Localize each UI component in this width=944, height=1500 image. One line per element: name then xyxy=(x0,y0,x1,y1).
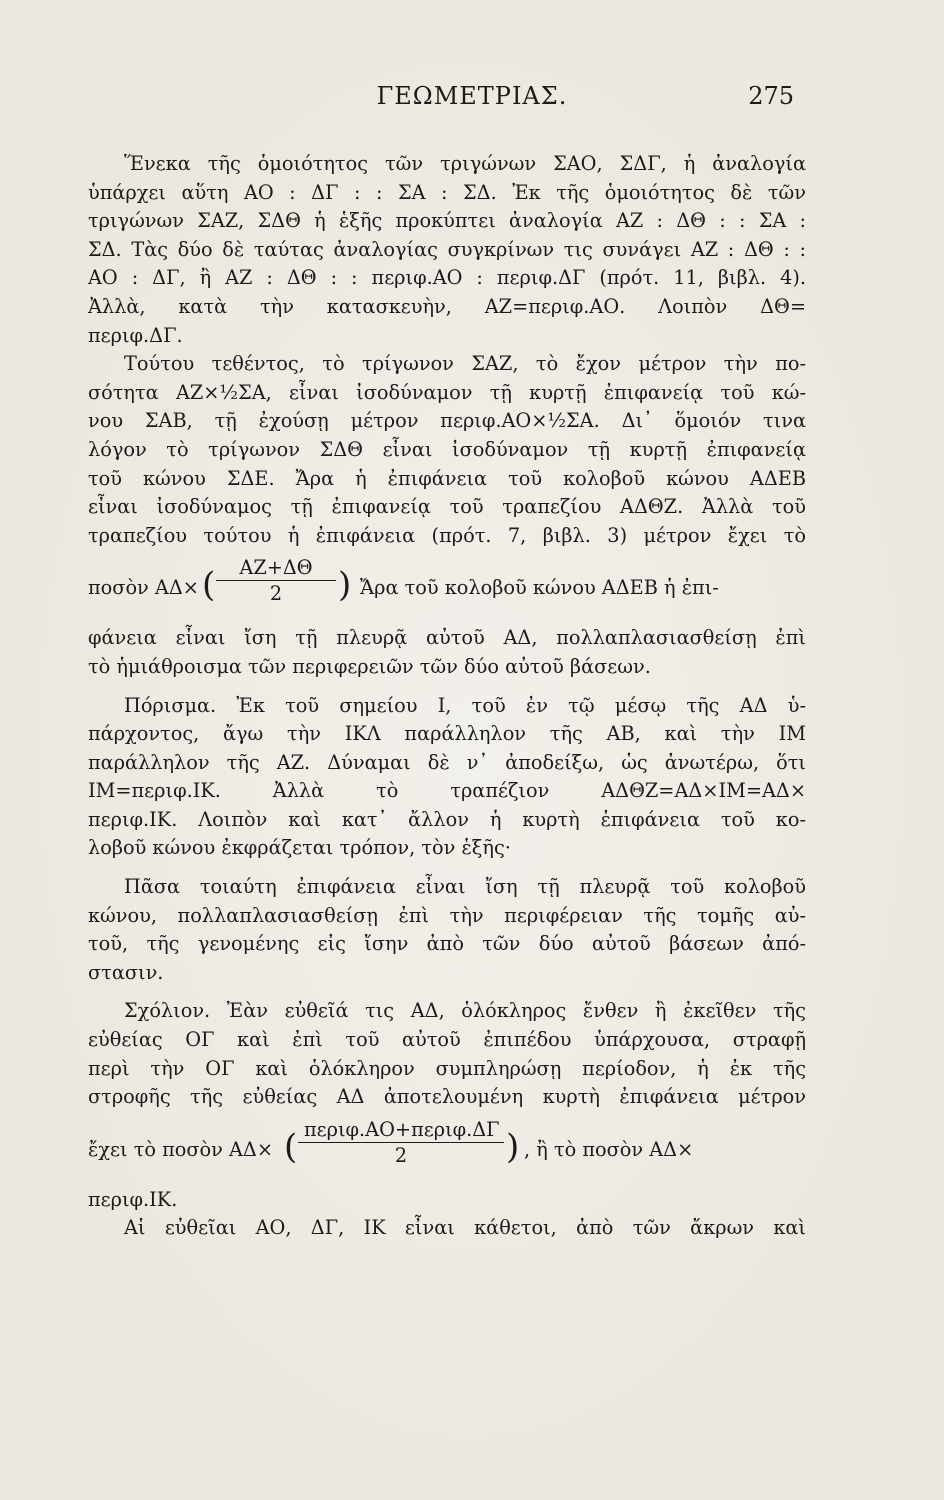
formula-prefix: ποσὸν ΑΔ× xyxy=(88,576,199,600)
fraction xyxy=(298,1118,504,1169)
right-paren: ) xyxy=(338,565,352,606)
formula-line-2 xyxy=(88,1112,806,1186)
text-line: τριγώνων ΣΑΖ, ΣΔΘ ἡ ἑξῆς προκύπτει ἀναλογία ΑΖ : ΔΘ : : ΣΑ : xyxy=(88,209,806,233)
fraction-numerator: ΑΖ+ΔΘ xyxy=(216,556,336,581)
text-line: Πᾶσα τοιαύτη ἐπιφάνεια εἶναι ἴση τῇ πλευρᾷ τοῦ κολοβοῦ xyxy=(124,875,806,899)
text-line: φάνεια εἶναι ἴση τῇ πλευρᾷ αὐτοῦ ΑΔ, πολλαπλασιασθείσῃ ἐπὶ xyxy=(88,626,806,650)
text-line: Τούτου τεθέντος, τὸ τρίγωνον ΣΑΖ, τὸ ἔχον μέτρον τὴν πο- xyxy=(124,352,806,376)
left-paren: ( xyxy=(202,565,216,606)
text-line: σότητα ΑΖ×½ΣΑ, εἶναι ἰσοδύναμον τῇ κυρτῇ ἐπιφανείᾳ τοῦ κώ- xyxy=(88,380,806,404)
text-line: περιφ.ΙΚ. Λοιπὸν καὶ κατ᾽ ἄλλον ἡ κυρτὴ ἐπιφάνεια τοῦ κο- xyxy=(88,807,806,831)
right-paren: ) xyxy=(506,1126,520,1167)
formula-suffix: , ἢ τὸ ποσὸν ΑΔ× xyxy=(524,1137,694,1161)
text-line: περιφ.ΔΓ. xyxy=(88,323,183,347)
formula-line-1 xyxy=(88,550,806,624)
left-paren: ( xyxy=(284,1126,298,1167)
text-line: στασιν. xyxy=(88,960,164,984)
text-line: πάρχοντος, ἄγω τὴν ΙΚΛ παράλληλον τῆς ΑΒ, καὶ τὴν ΙΜ xyxy=(88,722,806,746)
paragraph-1 xyxy=(88,150,806,350)
paragraph-2 xyxy=(88,350,806,681)
text-line: κώνου, πολλαπλασιασθείσῃ ἐπὶ τὴν περιφέρειαν τῆς τομῆς αὐ- xyxy=(88,903,806,927)
fraction-numerator: περιφ.ΑΟ+περιφ.ΔΓ xyxy=(298,1118,504,1143)
text-line: τοῦ κώνου ΣΔΕ. Ἄρα ἡ ἐπιφάνεια τοῦ κολοβοῦ κώνου ΑΔΕΒ xyxy=(88,466,806,490)
text-line: εὐθείας ΟΓ καὶ ἐπὶ τοῦ αὐτοῦ ἐπιπέδου ὑπάρχουσα, στραφῇ xyxy=(88,1028,806,1052)
paragraph-5 xyxy=(88,997,806,1243)
text-line: τὸ ἡμιάθροισμα τῶν περιφερειῶν τῶν δύο αὐτοῦ βάσεων. xyxy=(88,654,651,678)
text-line: παράλληλον τῆς ΑΖ. Δύναμαι δὲ ν᾽ ἀποδείξω, ὡς ἀνωτέρω, ὅτι xyxy=(88,750,806,774)
text-line: Αἱ εὐθεῖαι ΑΟ, ΔΓ, ΙΚ εἶναι κάθετοι, ἀπὸ τῶν ἄκρων καὶ xyxy=(124,1216,806,1240)
running-title: ΓΕΩΜΕΤΡΙΑΣ. xyxy=(376,82,568,110)
formula-suffix: Ἄρα τοῦ κολοβοῦ κώνου ΑΔΕΒ ἡ ἐπι- xyxy=(360,576,719,600)
fraction-denominator: 2 xyxy=(394,1143,408,1167)
text-line: ΑΟ : ΔΓ, ἢ ΑΖ : ΔΘ : : περιφ.ΑΟ : περιφ.ΔΓ (πρότ. 11, βιβλ. 4). xyxy=(88,266,806,290)
text-line: ΣΔ. Τὰς δύο δὲ ταύτας ἀναλογίας συγκρίνων τις συνάγει ΑΖ : ΔΘ : : xyxy=(88,237,806,261)
text-line: λοβοῦ κώνου ἐκφράζεται τρόπον, τὸν ἑξῆς· xyxy=(88,836,511,860)
text-line: Ἀλλὰ, κατὰ τὴν κατασκευὴν, ΑΖ=περιφ.ΑΟ. Λοιπὸν ΔΘ= xyxy=(88,294,806,318)
fraction xyxy=(216,556,336,607)
text-line: περιφ.ΙΚ. xyxy=(88,1187,178,1211)
paragraph-3 xyxy=(88,692,806,864)
text-line: Πόρισμα. Ἐκ τοῦ σημείου Ι, τοῦ ἐν τῷ μέσῳ τῆς ΑΔ ὑ- xyxy=(124,693,806,717)
page-body xyxy=(88,150,806,1243)
text-line: τοῦ, τῆς γενομένης εἰς ἴσην ἀπὸ τῶν δύο αὐτοῦ βάσεων ἀπό- xyxy=(88,932,806,956)
text-line: ὑπάρχει αὕτη ΑΟ : ΔΓ : : ΣΑ : ΣΔ. Ἐκ τῆς ὁμοιότητος δὲ τῶν xyxy=(88,180,806,204)
fraction-denominator: 2 xyxy=(269,582,283,606)
spacer xyxy=(88,682,806,692)
paragraph-4 xyxy=(88,873,806,987)
text-line: Ἕνεκα τῆς ὁμοιότητος τῶν τριγώνων ΣΑΟ, ΣΔΓ, ἡ ἀναλογία xyxy=(124,152,806,175)
formula-prefix: ἔχει τὸ ποσὸν ΑΔ× xyxy=(88,1137,274,1161)
text-line: νου ΣΑΒ, τῇ ἐχούσῃ μέτρον περιφ.ΑΟ×½ΣΑ. Δι᾽ ὅμοιόν τινα xyxy=(88,409,806,433)
text-line: ΙΜ=περιφ.ΙΚ. Ἀλλὰ τὸ τραπέζιον ΑΔΘΖ=ΑΔ×ΙΜ=ΑΔ× xyxy=(88,779,806,803)
text-line: περὶ τὴν ΟΓ καὶ ὁλόκληρον συμπληρώσῃ περίοδον, ἡ ἐκ τῆς xyxy=(88,1056,806,1080)
spacer xyxy=(88,863,806,873)
page-number: 275 xyxy=(748,82,794,110)
page-header xyxy=(0,82,944,116)
text-line: τραπεζίου τούτου ἡ ἐπιφάνεια (πρότ. 7, βιβλ. 3) μέτρον ἔχει τὸ xyxy=(88,523,806,547)
text-line: Σχόλιον. Ἐὰν εὐθεῖά τις ΑΔ, ὁλόκληρος ἔνθεν ἢ ἐκεῖθεν τῆς xyxy=(124,999,806,1023)
text-line: εἶναι ἰσοδύναμος τῇ ἐπιφανείᾳ τοῦ τραπεζίου ΑΔΘΖ. Ἀλλὰ τοῦ xyxy=(88,495,806,519)
text-line: λόγον τὸ τρίγωνον ΣΔΘ εἶναι ἰσοδύναμον τῇ κυρτῇ ἐπιφανείᾳ xyxy=(88,437,806,461)
spacer xyxy=(88,987,806,997)
text-line: στροφῆς τῆς εὐθείας ΑΔ ἀποτελουμένη κυρτὴ ἐπιφάνεια μέτρον xyxy=(88,1085,806,1109)
